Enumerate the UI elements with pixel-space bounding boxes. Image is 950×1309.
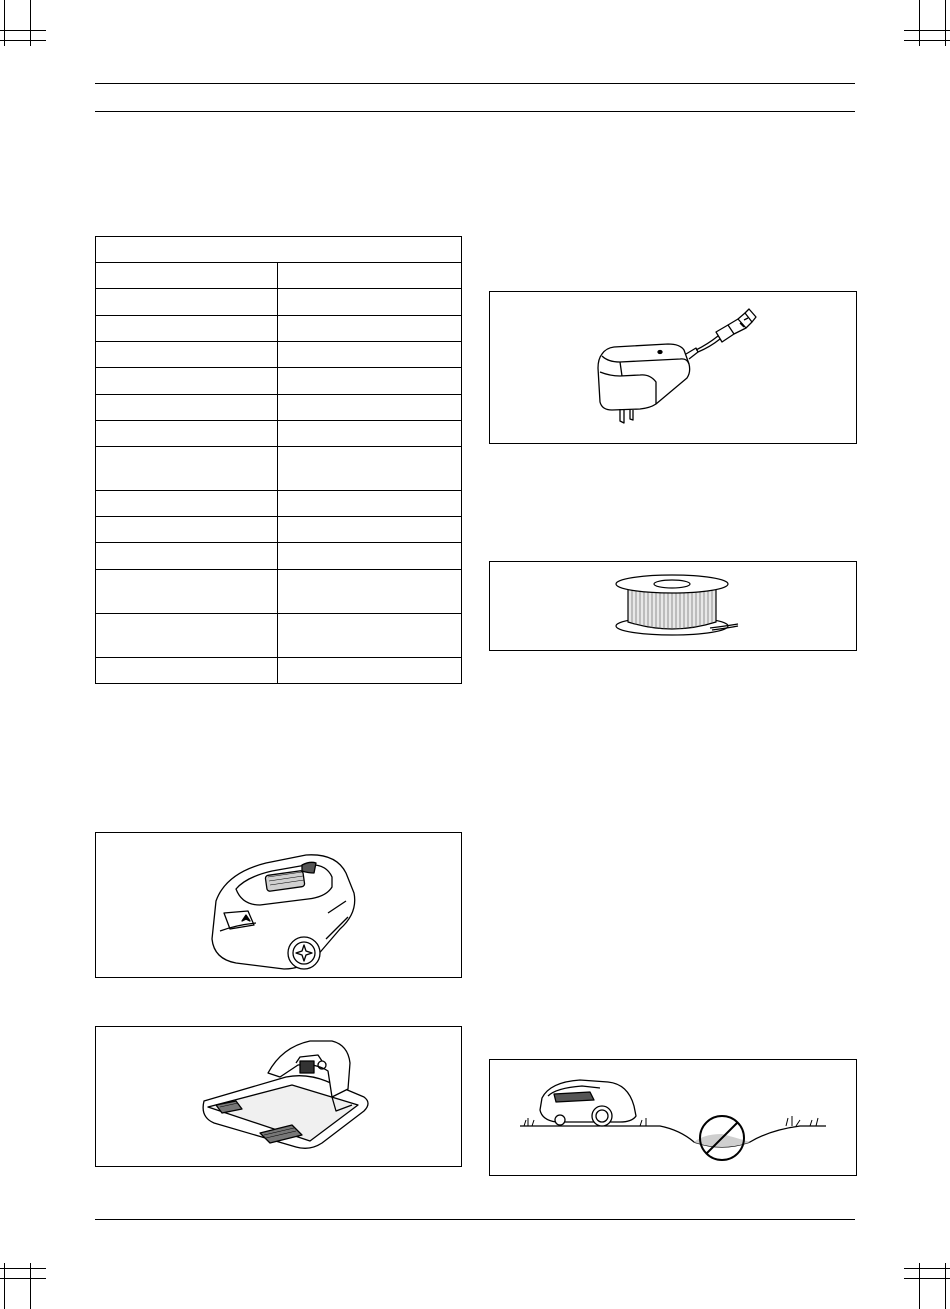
- table-cell-label: [96, 289, 278, 316]
- table-cell-value: [278, 543, 462, 570]
- figure-mower-top: [95, 832, 462, 978]
- table-cell-value: [278, 491, 462, 517]
- table-cell-label: [96, 368, 278, 395]
- table-cell-value: [278, 517, 462, 543]
- table-cell-value: [278, 289, 462, 316]
- table-cell-label: [96, 395, 278, 421]
- table-row: [96, 263, 462, 289]
- footer-rule: [95, 1219, 855, 1220]
- table-cell-label: [96, 658, 278, 684]
- table-cell-value: [278, 421, 462, 447]
- table-cell-value: [278, 658, 462, 684]
- table-cell-value: [278, 368, 462, 395]
- table-header: [96, 237, 462, 263]
- table-row: [96, 570, 462, 614]
- table-cell-label: [96, 342, 278, 368]
- table-cell-label: [96, 614, 278, 658]
- table-cell-label: [96, 316, 278, 342]
- table-cell-label: [96, 517, 278, 543]
- wire-spool-icon: [490, 562, 856, 650]
- table-cell-value: [278, 342, 462, 368]
- header-rule-bottom: [95, 111, 855, 112]
- table-cell-label: [96, 491, 278, 517]
- figure-charging-station: [95, 1026, 462, 1167]
- table-row: [96, 368, 462, 395]
- power-supply-icon: [490, 292, 856, 443]
- header-rule-top: [95, 83, 855, 84]
- table-row: [96, 491, 462, 517]
- table-cell-value: [278, 447, 462, 491]
- table-row: [96, 316, 462, 342]
- figure-uneven-lawn-warning: [489, 1059, 857, 1176]
- table-row: [96, 342, 462, 368]
- table-row: [96, 517, 462, 543]
- table-cell-value: [278, 614, 462, 658]
- table-row: [96, 447, 462, 491]
- table-cell-label: [96, 447, 278, 491]
- table-cell-label: [96, 543, 278, 570]
- mower-hole-prohibited-icon: [490, 1060, 856, 1175]
- table-row: [96, 289, 462, 316]
- table-row: [96, 421, 462, 447]
- robotic-mower-icon: [96, 833, 461, 977]
- table-cell-value: [278, 570, 462, 614]
- table-cell-label: [96, 421, 278, 447]
- figure-boundary-wire-spool: [489, 561, 857, 651]
- table-row: [96, 658, 462, 684]
- table-cell-value: [278, 263, 462, 289]
- table-row: [96, 614, 462, 658]
- specification-table: [95, 236, 462, 684]
- table-cell-value: [278, 316, 462, 342]
- table-row: [96, 395, 462, 421]
- charging-station-icon: [96, 1027, 461, 1166]
- table-row: [96, 543, 462, 570]
- table-cell-label: [96, 263, 278, 289]
- table-cell-label: [96, 570, 278, 614]
- table-cell-value: [278, 395, 462, 421]
- figure-power-supply: [489, 291, 857, 444]
